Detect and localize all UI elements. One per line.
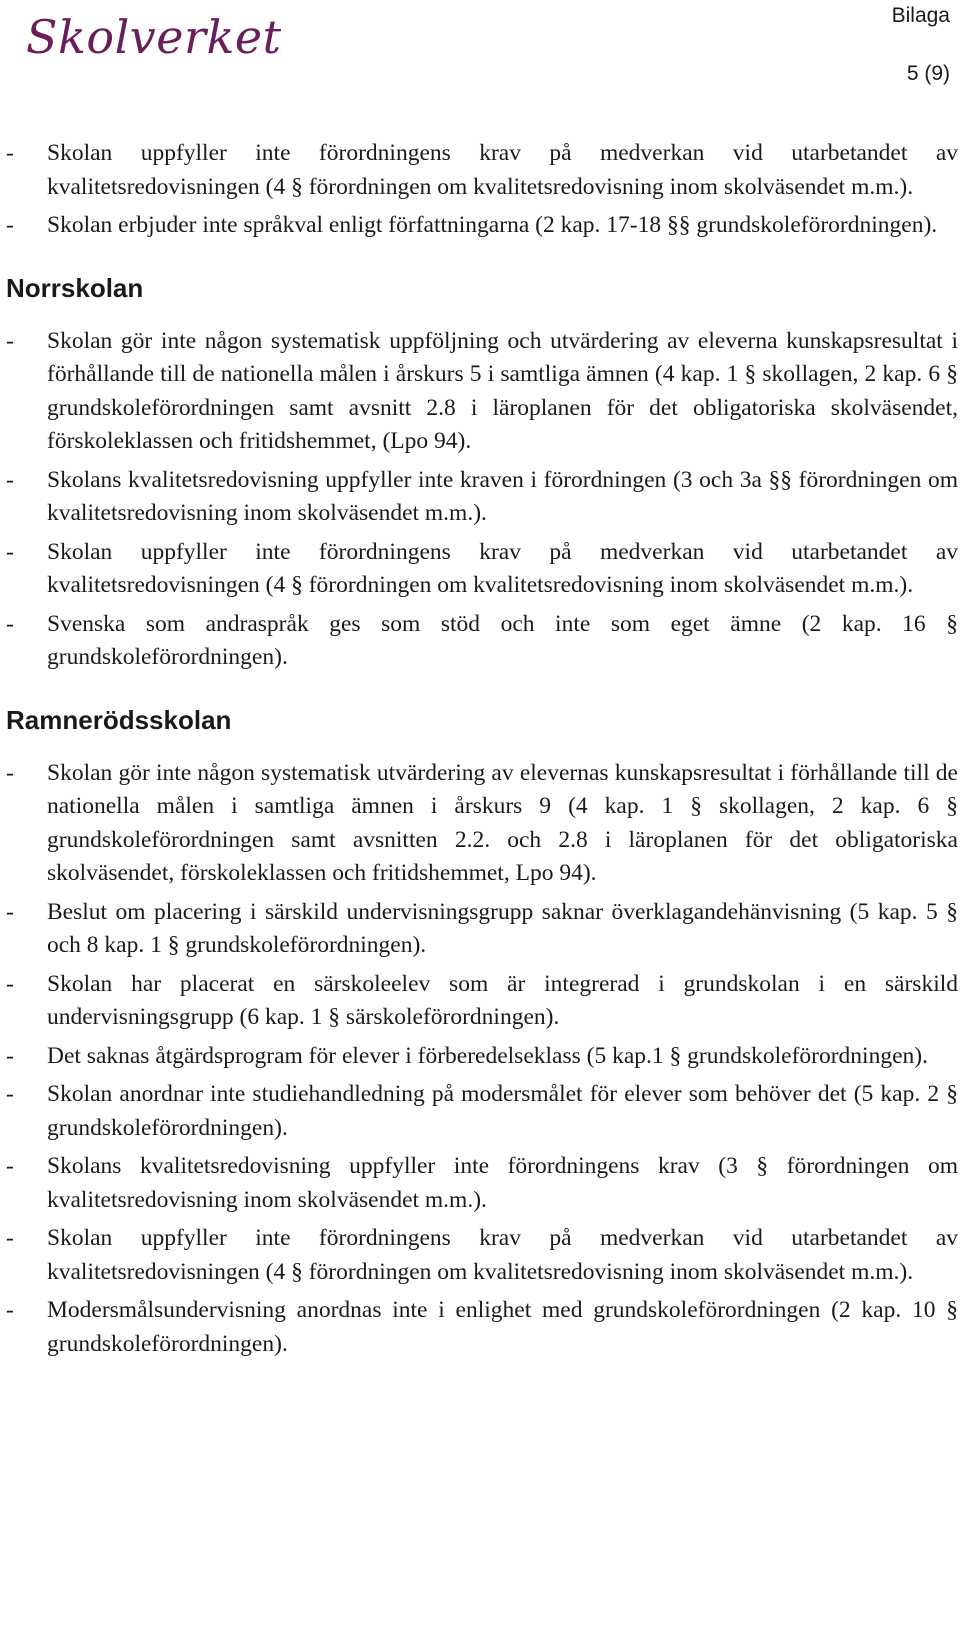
list-item-text: Skolans kvalitetsredovisning uppfyller inte kraven i förordningen (3 och 3a §§ förordningen om kvalitetsredovisning inom skolväsendet m.m.).: [47, 466, 958, 526]
list-item: - Skolan har placerat en särskoleelev som är integrerad i grundskolan i en särskild undervisningsgrupp (6 kap. 1 § särskoleförordningen).: [6, 970, 958, 1030]
list-item: - Skolan gör inte någon systematisk utvärdering av elevernas kunskapsresultat i förhållande till de nationella målen i samtliga ämnen i årskurs 9 (4 kap. 1 § skollagen, 2 kap. 6 § grundskoleförordningen samt avsnitten 2.2. och 2.8 i läroplanen för det obligatoriska skolväsendet, förskoleklassen och fritidshemmet, Lpo 94).: [6, 759, 958, 886]
section-continued: [6, 137, 958, 243]
list-item-text: Skolan uppfyller inte förordningens krav på medverkan vid utarbetandet av kvalitetsredovisningen (4 § förordningen om kvalitetsredovisning inom skolväsendet m.m.).: [47, 1225, 958, 1285]
list-item-text: Skolan anordnar inte studiehandledning på modersmålet för elever som behöver det (5 kap. 2 § grundskoleförordningen).: [47, 1081, 958, 1141]
list-item-text: Skolan har placerat en särskoleelev som är integrerad i grundskolan i en särskild undervisningsgrupp (6 kap. 1 § särskoleförordningen).: [47, 970, 958, 1030]
list-item-text: Skolans kvalitetsredovisning uppfyller inte förordningens krav (3 § förordningen om kvalitetsredovisning inom skolväsendet m.m.).: [47, 1153, 958, 1213]
page-number: 5 (9): [906, 62, 950, 85]
list-item-text: Skolan uppfyller inte förordningens krav på medverkan vid utarbetandet av kvalitetsredovisningen (4 § förordningen om kvalitetsredovisning inom skolväsendet m.m.).: [47, 538, 958, 598]
list-item-text: Skolan gör inte någon systematisk uppföljning och utvärdering av eleverna kunskapsresultat i förhållande till de nationella målen i årskurs 5 i samtliga ämnen (4 kap. 1 § skollagen, 2 kap. 6 § grundskoleförordningen samt avsnitt 2.8 i läroplanen för det obligatoriska skolväsendet, förskoleklassen och fritidshemmet, (Lpo 94).: [47, 327, 958, 454]
section-heading: Ramnerödsskolan: [6, 704, 232, 735]
list-item: - Skolan anordnar inte studiehandledning på modersmålet för elever som behöver det (5 kap. 2 § grundskoleförordningen).: [6, 1081, 958, 1141]
bilaga-label: Bilaga: [891, 4, 950, 27]
list-item-text: Det saknas åtgärdsprogram för elever i förberedelseklass (5 kap.1 § grundskoleförordningen).: [47, 1042, 928, 1069]
list-item: - Skolans kvalitetsredovisning uppfyller inte förordningens krav (3 § förordningen om kvalitetsredovisning inom skolväsendet m.m.).: [6, 1153, 958, 1213]
skolverket-logo: Skolverket: [26, 10, 282, 64]
list-item-text: Svenska som andraspråk ges som stöd och inte som eget ämne (2 kap. 16 § grundskoleförordningen).: [47, 610, 958, 670]
list-item: - Modersmålsundervisning anordnas inte i enlighet med grundskoleförordningen (2 kap. 10 § grundskoleförordningen).: [6, 1297, 958, 1357]
section-norrskolan: [6, 273, 958, 675]
list-item: - Skolan uppfyller inte förordningens krav på medverkan vid utarbetandet av kvalitetsredovisningen (4 § förordningen om kvalitetsredovisning inom skolväsendet m.m.).: [6, 1225, 958, 1285]
section-heading: Norrskolan: [6, 272, 144, 303]
list-item-text: Modersmålsundervisning anordnas inte i enlighet med grundskoleförordningen (2 kap. 10 § grundskoleförordningen).: [47, 1297, 958, 1357]
list-item-text: Beslut om placering i särskild undervisningsgrupp saknar överklagandehänvisning (5 kap. 5 § och 8 kap. 1 § grundskoleförordningen).: [47, 898, 958, 958]
list-item: - Skolan uppfyller inte förordningens krav på medverkan vid utarbetandet av kvalitetsredovisningen (4 § förordningen om kvalitetsredovisning inom skolväsendet m.m.).: [6, 538, 958, 598]
list-item: - Skolans kvalitetsredovisning uppfyller inte kraven i förordningen (3 och 3a §§ förordningen om kvalitetsredovisning inom skolväsendet m.m.).: [6, 466, 958, 526]
list-item: - Det saknas åtgärdsprogram för elever i förberedelseklass (5 kap.1 § grundskoleförordningen).: [6, 1042, 928, 1069]
document-body: [6, 137, 958, 1366]
list-item: - Beslut om placering i särskild undervisningsgrupp saknar överklagandehänvisning (5 kap. 5 § och 8 kap. 1 § grundskoleförordningen).: [6, 898, 958, 958]
list-item: - Skolan erbjuder inte språkval enligt författningarna (2 kap. 17-18 §§ grundskoleförordningen).: [6, 212, 938, 238]
list-item-text: Skolan erbjuder inte språkval enligt författningarna (2 kap. 17-18 §§ grundskoleförordningen).: [47, 212, 938, 238]
section-ramnerodsskolan: [6, 705, 958, 1362]
list-item-text: Skolan gör inte någon systematisk utvärdering av elevernas kunskapsresultat i förhållande till de nationella målen i samtliga ämnen i årskurs 9 (4 kap. 1 § skollagen, 2 kap. 6 § grundskoleförordningen samt avsnitten 2.2. och 2.8 i läroplanen för det obligatoriska skolväsendet, förskoleklassen och fritidshemmet, Lpo 94).: [47, 759, 958, 886]
list-item: - Skolan uppfyller inte förordningens krav på medverkan vid utarbetandet av kvalitetsredovisningen (4 § förordningen om kvalitetsredovisning inom skolväsendet m.m.).: [6, 140, 958, 200]
list-item: - Skolan gör inte någon systematisk uppföljning och utvärdering av eleverna kunskapsresultat i förhållande till de nationella målen i årskurs 5 i samtliga ämnen (4 kap. 1 § skollagen, 2 kap. 6 § grundskoleförordningen samt avsnitt 2.8 i läroplanen för det obligatoriska skolväsendet, förskoleklassen och fritidshemmet, (Lpo 94).: [6, 327, 958, 454]
list-item-text: Skolan uppfyller inte förordningens krav på medverkan vid utarbetandet av kvalitetsredovisningen (4 § förordningen om kvalitetsredovisning inom skolväsendet m.m.).: [47, 140, 958, 200]
list-item: - Svenska som andraspråk ges som stöd och inte som eget ämne (2 kap. 16 § grundskoleförordningen).: [6, 610, 958, 670]
